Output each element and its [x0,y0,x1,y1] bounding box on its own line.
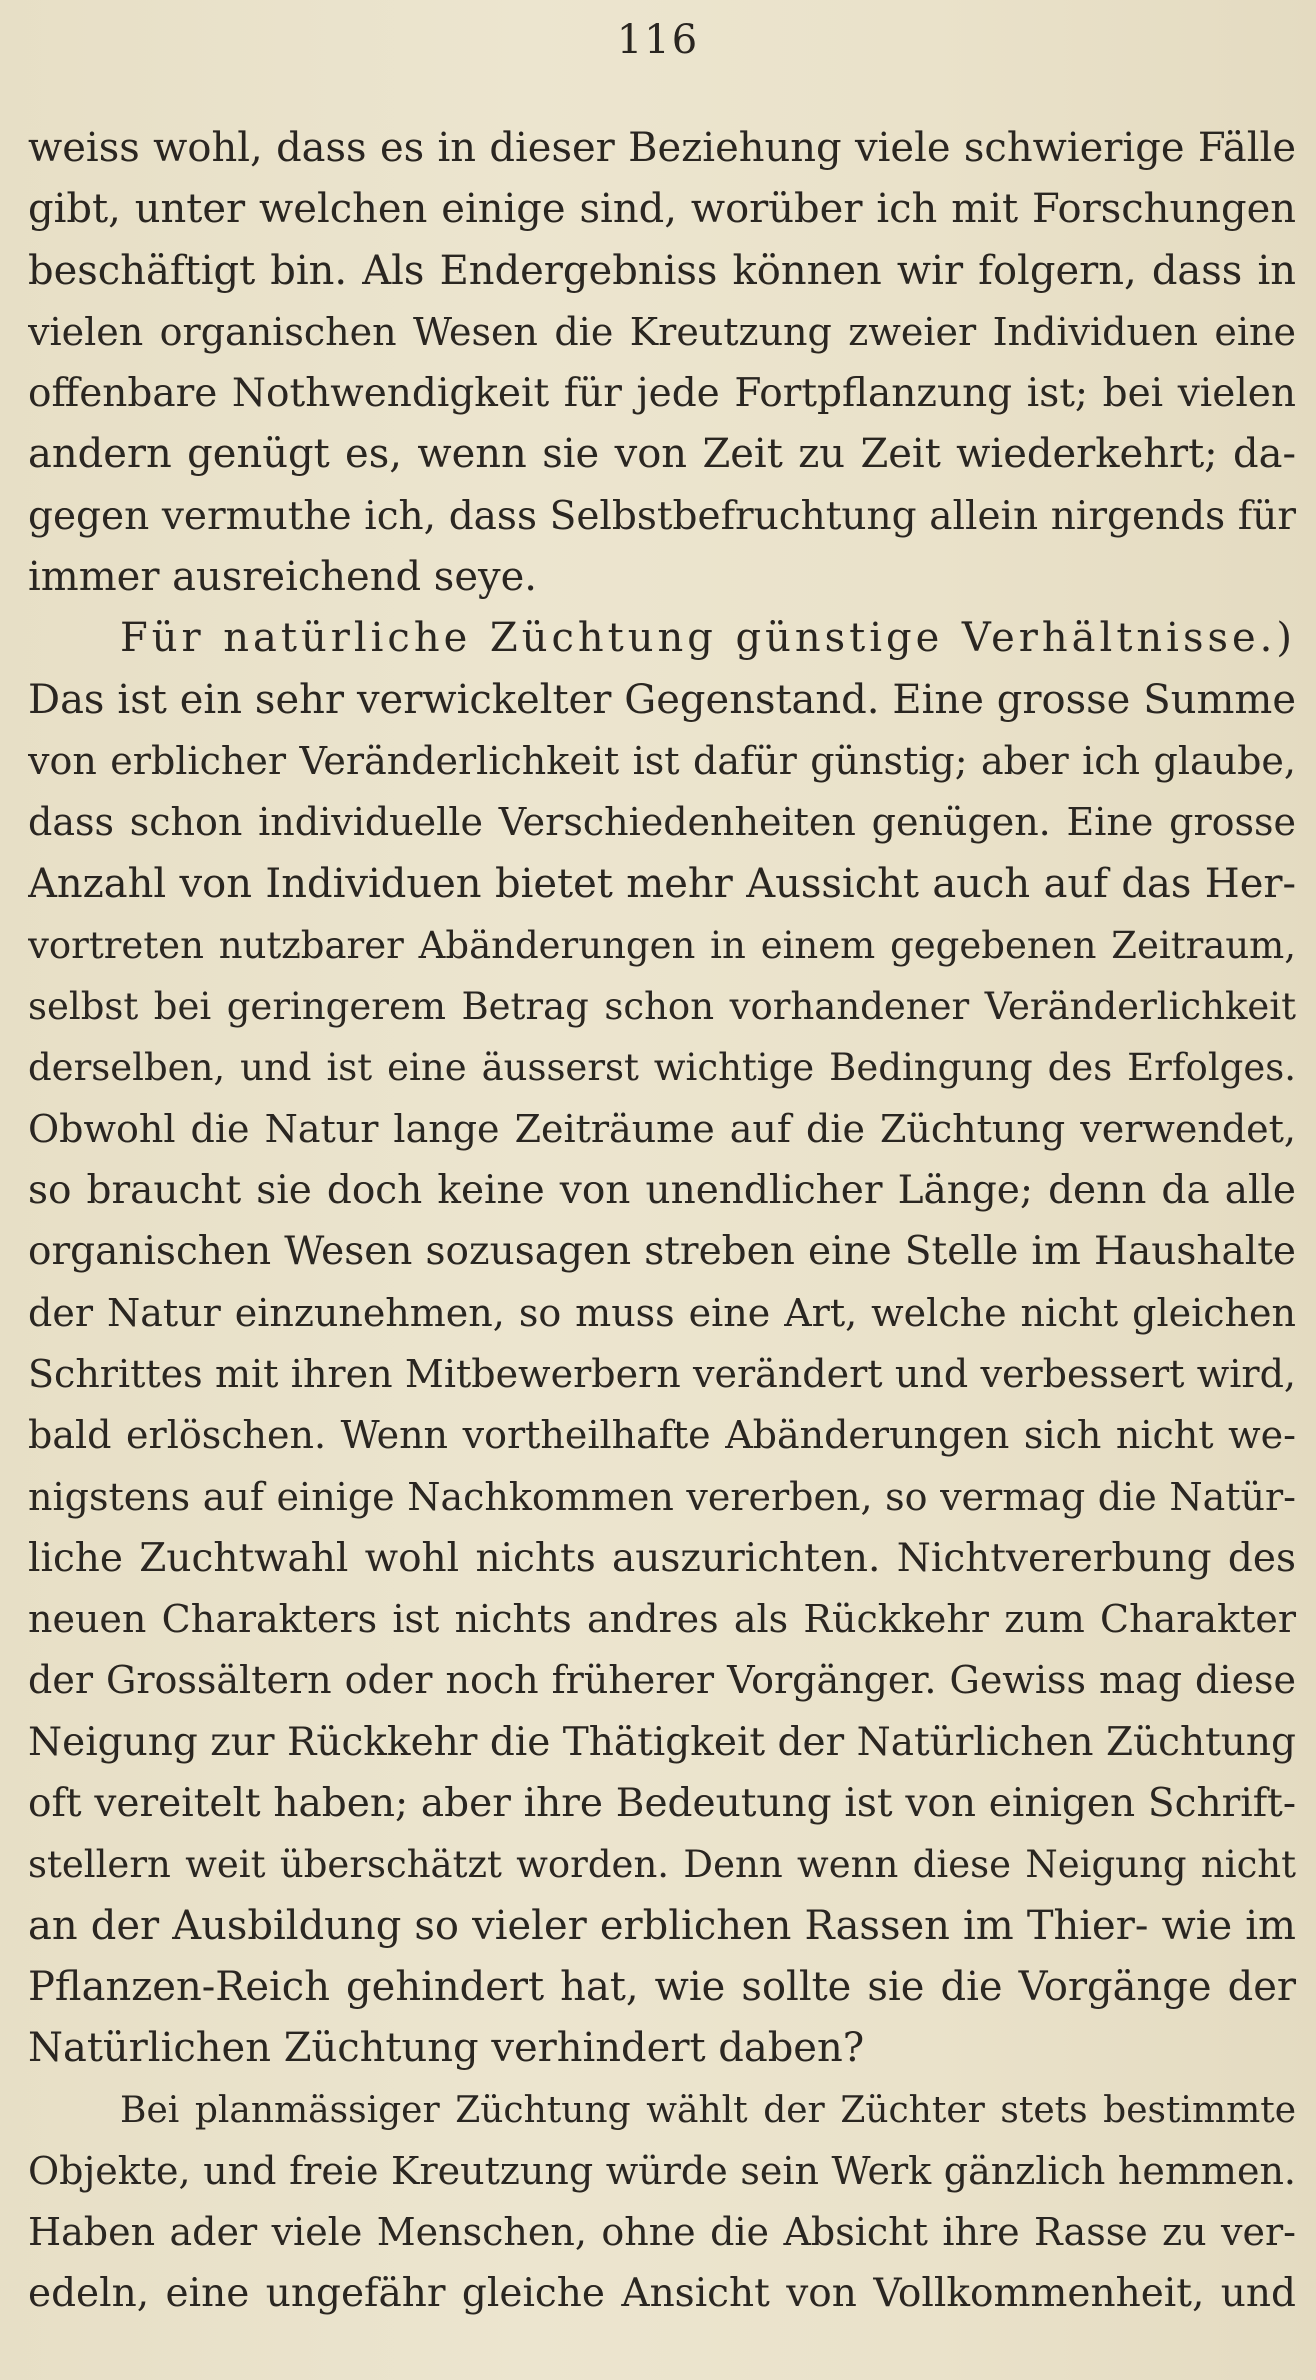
text-line: Neigung zur Rückkehr die Thätigkeit der Natürlichen Züchtung [28,1719,1296,1765]
body-text [28,118,1296,2325]
text-line: Anzahl von Individuen bietet mehr Aussicht auch auf das Her- [28,860,1296,907]
text-line: Das ist ein sehr verwickelter Gegenstand. Eine grosse Summe [28,676,1296,723]
text-line: andern genügt es, wenn sie von Zeit zu Zeit wiederkehrt; da- [28,431,1296,478]
text-line: bald erlöschen. Wenn vortheilhafte Abänderungen sich nicht we- [28,1413,1296,1458]
text-line: liche Zuchtwahl wohl nichts auszurichten. Nichtvererbung des [28,1535,1296,1581]
text-line: Für natürliche Züchtung günstige Verhältnisse.) [120,615,1296,662]
text-line: neuen Charakters ist nichts andres als Rückkehr zum Charakter [28,1597,1296,1642]
text-line: stellern weit überschätzt worden. Denn wenn diese Neigung nicht [28,1843,1296,1887]
text-line: Pflanzen-Reich gehindert hat, wie sollte sie die Vorgänge der [28,1963,1296,2010]
text-line: immer ausreichend seye. [28,554,537,601]
text-line: organischen Wesen sozusagen streben eine Stelle im Haushalte [28,1229,1296,1275]
text-line: edeln, eine ungefähr gleiche Ansicht von Vollkommenheit, und [28,2271,1296,2317]
text-line: oft vereitelt haben; aber ihre Bedeutung ist von einigen Schrift- [28,1781,1296,1827]
text-line: Bei planmässiger Züchtung wählt der Züchter stets bestimmte [120,2089,1296,2131]
text-line: gegen vermuthe ich, dass Selbstbefruchtung allein nirgends für [28,493,1296,539]
text-line: an der Ausbildung so vieler erblichen Rassen im Thier- wie im [28,1902,1296,1949]
text-line: vortreten nutzbarer Abänderungen in einem gegebenen Zeitraum, [28,923,1296,967]
text-line: offenbare Nothwendigkeit für jede Fortpflanzung ist; bei vielen [28,371,1296,417]
text-line: der Grossältern oder noch früherer Vorgänger. Gewiss mag diese [28,1658,1296,1703]
text-line: beschäftigt bin. Als Endergebniss können wir folgern, dass in [28,247,1296,294]
page-number: 116 [616,17,700,63]
text-line: der Natur einzunehmen, so muss eine Art, welche nicht gleichen [28,1290,1296,1335]
text-line: weiss wohl, dass es in dieser Beziehung viele schwierige Fälle [28,125,1296,171]
text-line: dass schon individuelle Verschiedenheiten genügen. Eine grosse [28,800,1296,845]
text-line: Obwohl die Natur lange Zeiträume auf die Züchtung verwendet, [28,1106,1296,1151]
text-line: Natürlichen Züchtung verhindert daben? [28,2025,865,2072]
text-line: nigstens auf einige Nachkommen vererben, so vermag die Natür- [28,1474,1296,1519]
text-line: so braucht sie doch keine von unendlicher Länge; denn da alle [28,1168,1296,1214]
text-line: Haben ader viele Menschen, ohne die Absicht ihre Rasse zu ver- [28,2210,1296,2255]
text-line: von erblicher Veränderlichkeit ist dafür günstig; aber ich glaube, [28,738,1296,783]
text-line: gibt, unter welchen einige sind, worüber ich mit Forschungen [28,186,1296,233]
text-line: Schrittes mit ihren Mitbewerbern verändert und verbessert wird, [28,1351,1296,1396]
text-line: derselben, und ist eine äusserst wichtige Bedingung des Erfolges. [28,1046,1296,1090]
text-line: vielen organischen Wesen die Kreutzung zweier Individuen eine [28,309,1296,354]
text-line: Objekte, und freie Kreutzung würde sein Werk gänzlich hemmen. [28,2148,1296,2193]
text-line: selbst bei geringerem Betrag schon vorhandener Veränderlichkeit [28,985,1296,1029]
